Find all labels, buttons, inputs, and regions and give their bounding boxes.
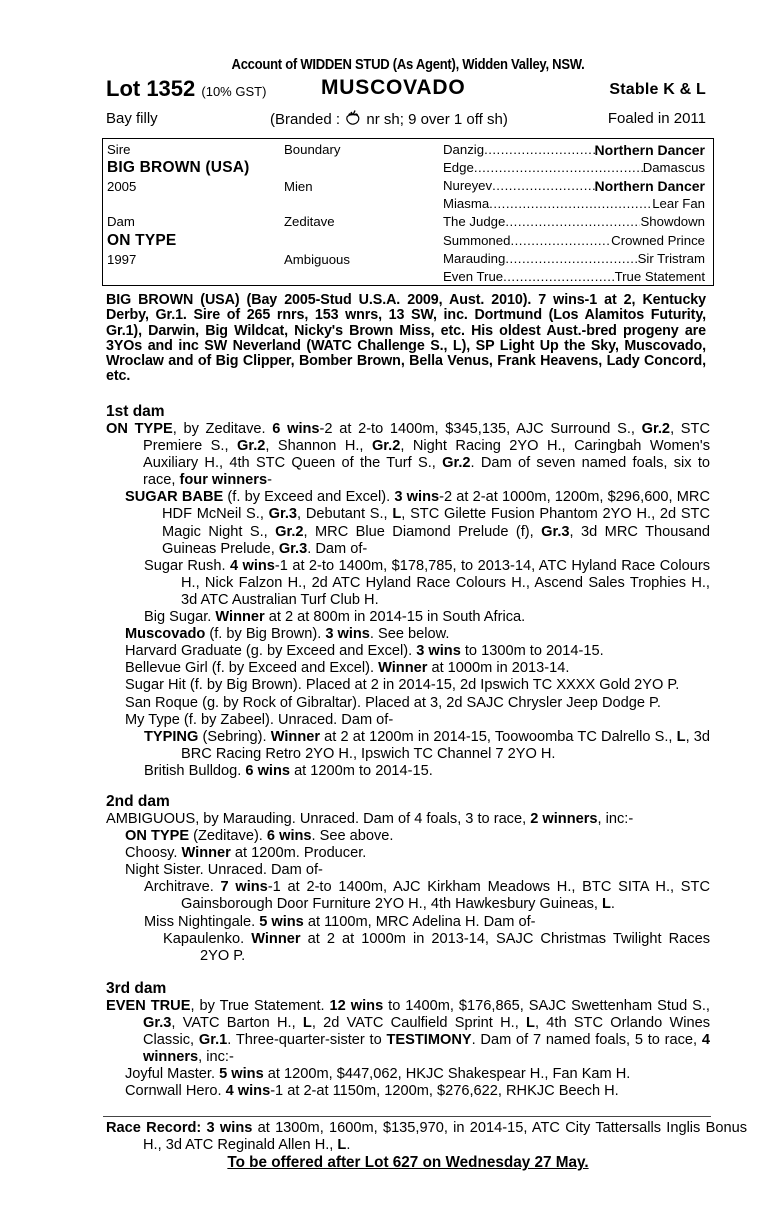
dam-dam: Ambiguous — [284, 252, 350, 267]
list-item: ON TYPE (Zeditave). 6 wins. See above. — [125, 828, 394, 845]
sire-label: Sire — [107, 142, 131, 157]
dam-name: ON TYPE — [107, 232, 177, 249]
list-item: ON TYPE, by Zeditave. 6 wins-2 at 2-to 1400m, $345,135, AJC Surround S., Gr.2, STC Premiere S., Gr.2, Shannon H., Gr.2, Night Racing 2YO H., Caringbah Women's Auxiliary H., 4th STC Queen of the Turf S., Gr.2. Dam of seven named foals, six to race, four winners- — [106, 421, 711, 489]
section-heading: 1st dam — [106, 403, 165, 420]
list-item: Muscovado (f. by Big Brown). 3 wins. See below. — [125, 626, 450, 643]
list-item: Kapaulenko. Winner at 2 at 1000m in 2013-14, SAJC Christmas Twilight Races 2YO P. — [163, 930, 710, 964]
great-grandparent-row: Nureyev ..... Northern Dancer — [443, 178, 705, 194]
great-grandparent-row: Marauding ..... Sir Tristram — [443, 251, 705, 266]
list-item: Cornwall Hero. 4 wins-1 at 2-at 1150m, 1200m, $276,622, RHKJC Beech H. — [125, 1083, 619, 1100]
list-item: Big Sugar. Winner at 2 at 800m in 2014-15 in South Africa. — [144, 609, 526, 626]
list-item: Joyful Master. 5 wins at 1200m, $447,062, HKJC Shakespear H., Fan Kam H. — [125, 1066, 631, 1083]
list-item: Miss Nightingale. 5 wins at 1100m, MRC Adelina H. Dam of- — [144, 913, 536, 930]
third-dam-section — [106, 980, 710, 1101]
great-grandparent-row: Summoned ..... Crowned Prince — [443, 233, 705, 248]
great-grandparent-row: The Judge ..... Showdown — [443, 214, 705, 229]
section-heading: 2nd dam — [106, 793, 170, 810]
dam-year: 1997 — [107, 252, 137, 267]
first-dam-section — [106, 403, 710, 780]
sire-name: BIG BROWN (USA) — [107, 159, 250, 176]
sire-dam: Mien — [284, 179, 313, 194]
vendor-account: Account of WIDDEN STUD (As Agent), Widden Valley, NSW. — [231, 57, 585, 73]
second-dam-section — [106, 793, 710, 965]
list-item: Bellevue Girl (f. by Exceed and Excel). Winner at 1000m in 2013-14. — [125, 660, 570, 677]
lot-number — [106, 76, 266, 102]
stable-location: Stable K & L — [609, 81, 706, 98]
entries — [106, 421, 710, 780]
offer-note: To be offered after Lot 627 on Wednesday 27 May. — [227, 1154, 589, 1171]
foaled-year: Foaled in 2011 — [607, 110, 706, 127]
lot-line — [106, 76, 710, 102]
list-item: Night Sister. Unraced. Dam of- — [125, 862, 323, 879]
list-item: British Bulldog. 6 wins at 1200m to 2014-15. — [144, 762, 433, 779]
list-item: SUGAR BABE (f. by Exceed and Excel). 3 wins-2 at 2-at 1000m, 1200m, $296,600, MRC HDF McNeil S., Gr.3, Debutant S., L, STC Gilette Fusion Phantom 2YO H., 2d STC Magic Night S., Gr.2, MRC Blue Diamond Prelude (f), Gr.3, 3d MRC Thousand Guineas Prelude, Gr.3. Dam of- — [125, 489, 711, 557]
list-item: TYPING (Sebring). Winner at 2 at 1200m in 2014-15, Toowoomba TC Dalrello S., L, 3d BRC Racing Retro 2YO H., Ipswich TC Channel 7 2YO H. — [144, 728, 710, 762]
lot-label: Lot 1352 — [106, 76, 196, 101]
great-grandparent-row: Miasma ..... Lear Fan — [443, 196, 705, 211]
gst-note: (10% GST) — [201, 84, 267, 99]
sire-sire: Boundary — [284, 142, 341, 157]
brand-description — [270, 110, 508, 128]
list-item: My Type (f. by Zabeel). Unraced. Dam of- — [125, 711, 394, 728]
sire-year: 2005 — [107, 179, 137, 194]
entries — [106, 811, 710, 965]
list-item: Sugar Rush. 4 wins-1 at 2-to 1400m, $178,785, to 2013-14, ATC Hyland Race Colours H., Nick Falzon H., 2d ATC Hyland Race Colours H., Ascend Sales Trophies H., 3d ATC Australian Turf Club H. — [144, 557, 710, 608]
section-heading: 3rd dam — [106, 980, 167, 997]
list-item: EVEN TRUE, by True Statement. 12 wins to 1400m, $176,865, SAJC Swettenham Stud S., Gr.3, VATC Barton H., L, 2d VATC Caulfield Sprint H., L, 4th STC Orlando Wines Classic, Gr.1. Three-quarter-sister to TESTIMONY. Dam of 7 named foals, 5 to race, 4 winners, inc:- — [106, 998, 710, 1066]
list-item: AMBIGUOUS, by Marauding. Unraced. Dam of 4 foals, 3 to race, 2 winners, inc:- — [106, 811, 634, 827]
race-record: Race Record: 3 wins at 1300m, 1600m, $135,970, in 2014-15, ATC City Tattersalls Inglis Bonus H., 3d ATC Reginald Allen H., L. — [106, 1120, 747, 1153]
pedigree-table — [102, 138, 714, 286]
brand-suffix: nr sh; 9 over 1 off sh) — [362, 111, 508, 128]
list-item: Choosy. Winner at 1200m. Producer. — [125, 845, 367, 862]
sire-summary: BIG BROWN (USA) (Bay 2005-Stud U.S.A. 2009, Aust. 2010). 7 wins-1 at 2, Kentucky Derby, Gr.1. Sire of 265 rnrs, 153 wnrs, 13 SW, inc. Dortmund (Los Alamitos Futurity, Gr.1), Darwin, Big Wildcat, Nicky's Brown Miss, etc. His oldest Aust.-bred progeny are 3YOs and inc SW Neverland (WATC Challenge S., L), SP Light Up the Sky, Muscovado, Wroclaw and of Big Clipper, Bomber Brown, Bella Venus, Frank Heavens, Lady Concord, etc. — [106, 292, 706, 385]
great-grandparent-row: Edge ..... Damascus — [443, 160, 705, 175]
list-item: Sugar Hit (f. by Big Brown). Placed at 2 in 2014-15, 2d Ipswich TC XXXX Gold 2YO P. — [125, 677, 680, 694]
strawberry-brand-icon — [344, 110, 362, 126]
great-grandparent-row: Danzig ..... Northern Dancer — [443, 142, 705, 158]
sex-colour: Bay filly — [106, 110, 158, 127]
entries — [106, 998, 710, 1101]
divider — [103, 1116, 711, 1117]
great-grandparent-row: Even True ..... True Statement — [443, 269, 705, 284]
brand-prefix: (Branded : — [270, 111, 345, 128]
horse-name: MUSCOVADO — [321, 76, 466, 99]
list-item: San Roque (g. by Rock of Gibraltar). Placed at 3, 2d SAJC Chrysler Jeep Dodge P. — [125, 694, 661, 711]
list-item: Harvard Graduate (g. by Exceed and Excel). 3 wins to 1300m to 2014-15. — [125, 643, 604, 660]
dam-label: Dam — [107, 214, 135, 229]
list-item: Architrave. 7 wins-1 at 2-to 1400m, AJC Kirkham Meadows H., BTC SITA H., STC Gainsborough Door Furniture 2YO H., 4th Hawkesbury Guineas, L. — [144, 879, 710, 913]
dam-sire: Zeditave — [284, 214, 335, 229]
